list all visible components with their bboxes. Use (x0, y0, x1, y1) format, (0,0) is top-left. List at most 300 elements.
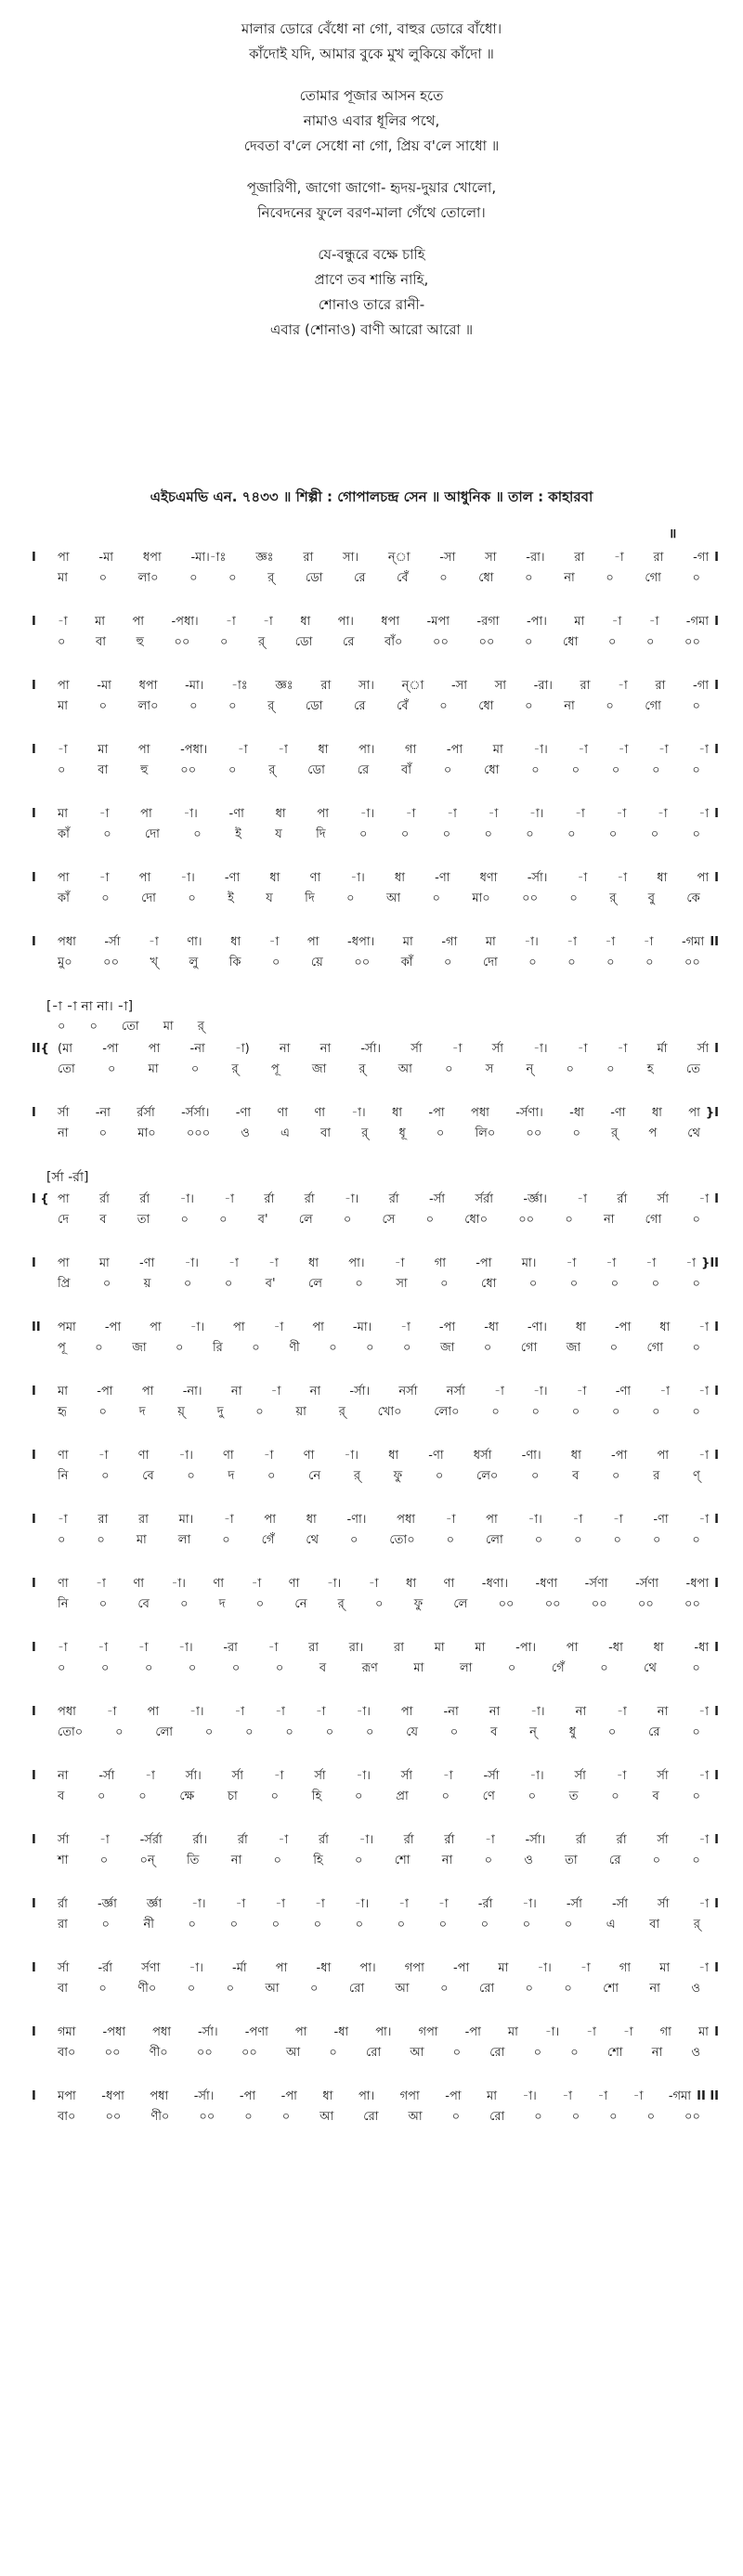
swara-note: -া (698, 1961, 709, 1975)
swara-note: র্সা (58, 1833, 70, 1847)
swara-note: -া (645, 1256, 657, 1270)
lyric-syllables (58, 1274, 719, 1295)
lyric-syllable: ০ (692, 1854, 700, 1867)
lyric-syllable: বেঁ (397, 699, 409, 713)
bar-start: I (32, 2025, 36, 2039)
lyric-syllable: হ (646, 1062, 654, 1076)
swara-note: -র্সা। (360, 1042, 382, 1056)
swara-note: -া (567, 935, 577, 949)
lyric-syllable: ০ (138, 1789, 147, 1803)
lyric-syllable: ০ (600, 1661, 608, 1675)
swara-note: গমা (58, 2025, 76, 2039)
swara-note: -রা (223, 1641, 238, 1655)
swara-note: -া (226, 615, 236, 629)
swara-note: র্সা (657, 1833, 669, 1847)
swara-note: -া (275, 1705, 285, 1719)
lyric-syllable: ০০ (105, 2110, 122, 2124)
lyric-line: নামাও এবার ধূলির পথে, (303, 112, 440, 129)
swara-note: পা। (358, 743, 375, 757)
swara-note: -া (580, 1961, 591, 1975)
lyric-syllable: ০ (525, 571, 533, 585)
notation-system (32, 1446, 719, 1487)
swara-note: -া (445, 1513, 456, 1527)
lyric-syllable: ০ (222, 1533, 230, 1547)
swara-note: ধা (306, 1513, 317, 1527)
swara-note: -া (606, 1256, 617, 1270)
swara-note: র্রা (139, 1192, 150, 1206)
lyric-syllable: ০ (101, 1469, 110, 1483)
lyric-syllable: না (564, 699, 575, 713)
lyric-syllable: ০ (452, 2046, 462, 2060)
lyric-syllable: ও (524, 1854, 533, 1867)
lyric-syllable: ০ (692, 1213, 700, 1227)
swara-note: -পা (97, 1385, 113, 1399)
lyric-syllable: ০ (397, 1918, 406, 1932)
lyric-syllable: লো (486, 1533, 503, 1547)
row-spacer (32, 2043, 58, 2063)
swara-note: -র্সা (104, 935, 121, 949)
swara-note: -া। (533, 1385, 548, 1399)
swara-note: -া (578, 743, 589, 757)
swara-note: -া। (524, 935, 539, 949)
lyric-syllable: ০ (189, 699, 198, 713)
lyric-syllable: র্‌ (258, 635, 266, 649)
lyric-syllable: ০ (567, 827, 576, 841)
lyric-syllable: ০ (115, 1725, 124, 1739)
lyric-line: এবার (শোনাও) বাণী আরো আরো ॥ (269, 321, 474, 338)
bar-end: I (714, 743, 719, 757)
lyric-syllable: ০ (613, 1533, 621, 1547)
swara-note: ণা (277, 1106, 289, 1120)
lyric-syllable: থে (687, 1126, 700, 1140)
swara-note: -া) (234, 1042, 250, 1056)
swara-row (32, 740, 719, 761)
lyric-syllable: ০০ (104, 2046, 121, 2060)
lyric-syllable-row (32, 632, 719, 653)
swara-note: -া (145, 1769, 155, 1783)
swara-row (32, 1318, 719, 1338)
swara-note: গপা (404, 1961, 424, 1975)
bar-start: I (32, 871, 36, 885)
swara-note: -া (278, 743, 288, 757)
notation-system (32, 1167, 719, 1188)
lyric-stanza (0, 17, 743, 67)
swara-note: -গা (441, 935, 458, 949)
lyric-syllable: ডো (305, 699, 323, 713)
lyric-syllable: সা (396, 1277, 408, 1291)
swara-note: পা (132, 615, 145, 629)
lyric-syllable: ০ (285, 1725, 293, 1739)
bar-end: II (710, 935, 719, 949)
lyric-syllable: লা০ (137, 699, 159, 713)
lyric-syllable: দো (145, 827, 160, 841)
lyric-syllable: মা০ (472, 891, 490, 905)
lyric-syllable: ০ (484, 1854, 493, 1867)
swara-note: -ধা (694, 1641, 710, 1655)
lyric-syllable: ০ (103, 827, 111, 841)
swara-note: গপা (418, 2025, 438, 2039)
swara-note: -ণা। (346, 1513, 367, 1527)
lyric-syllable: ০ (484, 827, 492, 841)
swara-note: -া। (529, 807, 544, 821)
bar-end: I (714, 1192, 719, 1206)
bar-end: II II (697, 2089, 719, 2103)
notation-score (32, 548, 719, 2151)
swara-note: পা (312, 1321, 324, 1334)
lyric-syllable: নী (143, 1918, 154, 1932)
lyric-syllable: শো (394, 1854, 411, 1867)
bar-start: I (32, 551, 36, 565)
swara-note: -া (106, 1705, 117, 1719)
lyric-syllable: ০ন্‌ (139, 1854, 155, 1867)
swara-note: না (319, 1042, 332, 1056)
lyric-syllable: রো (478, 1982, 495, 1996)
swara-note: পা (147, 1705, 160, 1719)
bar-start: I (32, 743, 36, 757)
lyric-syllable: লা (177, 1533, 191, 1547)
lyric-syllable: ০ (445, 1062, 453, 1076)
swara-note: -া (224, 1192, 235, 1206)
lyric-syllable: বা (320, 1126, 332, 1140)
lyric-syllables (58, 2043, 719, 2063)
lyric-syllables (58, 1915, 719, 1935)
lyric-syllables (58, 632, 719, 653)
lyric-syllable: ০ (446, 1533, 455, 1547)
swara-notes (58, 868, 709, 889)
lyric-syllable: ০০ (591, 1597, 607, 1611)
swara-note: -া (613, 551, 624, 565)
lyric-syllable: ০ (267, 1469, 276, 1483)
swara-note: গা (659, 2025, 671, 2039)
swara-note: -া (586, 2025, 596, 2039)
swara-note: ধা (406, 1577, 417, 1591)
swara-note: -া (577, 871, 588, 885)
lyric-stanza (0, 84, 743, 159)
swara-note: -া (438, 1897, 449, 1911)
swara-note: না (575, 1705, 587, 1719)
bar-end: I (714, 615, 719, 629)
swara-note: -রগা (476, 615, 500, 629)
lyric-syllable: ০০ (684, 956, 700, 969)
swara-note: মা (574, 615, 585, 629)
lyric-syllable: বু (647, 891, 656, 905)
swara-note: -া (224, 1513, 234, 1527)
swara-note: র্রা (616, 1833, 627, 1847)
lyric-syllable: রে (354, 699, 366, 713)
swara-note: -া (447, 807, 457, 821)
swara-note: গপা (399, 2089, 420, 2103)
swara-note: ণা (223, 1449, 234, 1463)
swara-note: -া (622, 2025, 633, 2039)
swara-note: -পা (280, 2089, 297, 2103)
swara-note: -া। (183, 807, 198, 821)
swara-note: -গা (693, 679, 709, 693)
lyric-syllable: ০ (58, 1020, 66, 1034)
lyric-syllable: গো (645, 1213, 662, 1227)
swara-note: -া। (178, 1449, 193, 1463)
lyric-syllable-row (32, 1210, 719, 1230)
notation-system (32, 612, 719, 653)
lyric-syllable: ০০০ (186, 1126, 211, 1140)
lyric-syllable: মা (58, 571, 68, 585)
swara-note: -া। (522, 2089, 537, 2103)
swara-note: পা। (337, 615, 354, 629)
lyric-syllable: রো (363, 2110, 379, 2124)
swara-note: -া (237, 743, 248, 757)
swara-note: সা (485, 551, 497, 565)
swara-note: ধণা (479, 871, 498, 885)
swara-note: -া (597, 2089, 608, 2103)
swara-note: ণা (314, 1106, 325, 1120)
swara-note: -া। (351, 1106, 366, 1120)
lyric-syllable: ০০ (526, 1126, 542, 1140)
notation-system (32, 1574, 719, 1615)
swara-note: -পা (446, 743, 463, 757)
swara-note: -পা (438, 1321, 456, 1334)
lyric-syllable-row (32, 761, 719, 781)
notation-system (32, 1382, 719, 1423)
lyric-syllable: না (58, 1126, 69, 1140)
lyric-syllable: ০ (58, 1533, 66, 1547)
lyric-stanza (0, 176, 743, 226)
bar-end: I (714, 1961, 719, 1975)
lyric-syllable: রি (212, 1341, 223, 1355)
swara-note: -া (368, 1577, 379, 1591)
swara-note: -না (443, 1705, 459, 1719)
lyric-syllable: ০০ (478, 635, 495, 649)
lyric-syllable: ফু (413, 1597, 424, 1611)
swara-note: র্সা (574, 1769, 586, 1783)
swara-note: -া (494, 1385, 504, 1399)
swara-note: -া (267, 1641, 279, 1655)
lyric-syllable: কি (228, 956, 241, 969)
lyric-syllable: ০ (652, 1533, 661, 1547)
lyric-syllables (58, 825, 719, 845)
swara-note: -া। (189, 1705, 204, 1719)
swara-note: -া (698, 1705, 709, 1719)
swara-note: পা (58, 551, 70, 565)
swara-note: ধা (659, 1321, 671, 1334)
lyric-syllable: দো (141, 891, 156, 905)
lyric-syllable: নে (294, 1597, 307, 1611)
lyric-syllable: রো (489, 2110, 505, 2124)
lyric-syllable: ০ (528, 1277, 538, 1291)
swara-notes (58, 1894, 709, 1915)
lyric-syllable: ০ (228, 699, 237, 713)
swara-note: -া (451, 1042, 463, 1056)
swara-note: -া (698, 1449, 709, 1463)
swara-note: -া (149, 935, 159, 949)
swara-note: পা (566, 1641, 579, 1655)
lyric-syllable: ব (572, 1469, 580, 1483)
swara-note: -রা। (526, 551, 545, 565)
lyric-syllable: ০ (491, 1405, 500, 1419)
swara-note: -া (685, 1256, 697, 1270)
swara-notes (58, 740, 709, 761)
swara-note: -া (263, 615, 273, 629)
lyric-syllable-row (32, 2107, 719, 2127)
swara-note: -ণা (653, 1513, 669, 1527)
lyric-syllable: ০ (692, 699, 700, 713)
lyric-syllable: ০ (98, 1126, 108, 1140)
lyric-syllable: থে (306, 1533, 319, 1547)
lyric-syllable: ০ (692, 1277, 700, 1291)
swara-note: -া। (356, 1769, 371, 1783)
notation-system (32, 1958, 719, 1999)
swara-notes (58, 1318, 709, 1338)
lyric-syllable: ধো (563, 635, 579, 649)
lyric-syllable: শো (606, 2046, 623, 2060)
lyric-syllable: ধো (481, 1277, 497, 1291)
swara-note: সা। (358, 679, 374, 693)
swara-note: মা (98, 1256, 110, 1270)
lyric-syllable: জা (439, 1341, 455, 1355)
lyric-syllable: ০ (425, 1213, 435, 1227)
swara-note: -া (98, 807, 110, 821)
swara-note: র্রা (58, 1897, 68, 1911)
swara-note: -া (575, 807, 585, 821)
swara-note: -পণা (244, 2025, 268, 2039)
lyric-syllable: না (651, 2046, 663, 2060)
swara-note: -ধা (608, 1641, 623, 1655)
lyric-syllable: ০ (652, 1854, 661, 1867)
bracket-notes: [র্সা -র্রা] (46, 1170, 89, 1185)
swara-note: -া (268, 935, 280, 949)
lyric-syllable: ০ (228, 763, 237, 777)
lyric-syllable: কাঁ (400, 956, 413, 969)
notation-system (32, 1766, 719, 1807)
swara-note: -ণা (235, 1106, 252, 1120)
row-spacer (32, 696, 58, 717)
swara-row (32, 932, 719, 953)
swara-note: -ণা (615, 1385, 632, 1399)
lyric-syllable: হু (140, 763, 149, 777)
swara-note: র্রা (98, 1192, 110, 1206)
double-bar-mark: ॥ (669, 527, 677, 541)
lyric-syllable: ০ (574, 1533, 582, 1547)
row-spacer (32, 1466, 58, 1487)
notation-system (32, 1702, 719, 1743)
swara-row (32, 2087, 719, 2107)
lyric-syllable: কে (686, 891, 700, 905)
lyric-syllable: র্‌ (609, 891, 617, 905)
swara-note: মা (95, 615, 106, 629)
lyric-syllable: বা০ (58, 2110, 76, 2124)
swara-note: ণা (288, 1577, 300, 1591)
row-spacer (32, 1124, 58, 1144)
swara-note: ধা (653, 1641, 664, 1655)
swara-note: -া (98, 1641, 109, 1655)
lyric-syllable: ০ (525, 635, 533, 649)
swara-note: মা (697, 2025, 709, 2039)
lyric-syllable: ০ (310, 1982, 319, 1996)
bar-start: I (32, 2089, 36, 2103)
swara-notes (58, 676, 709, 696)
lyric-syllable: বা (98, 763, 109, 777)
lyric-syllable: ০ (58, 763, 66, 777)
lyric-syllable: ০ (570, 2046, 579, 2060)
swara-note: -া (58, 1641, 68, 1655)
swara-notes (58, 2023, 709, 2043)
lyric-syllable: ০ (606, 571, 614, 585)
lyric-syllables (58, 1659, 719, 1679)
swara-note: র্সর্রা (475, 1192, 493, 1206)
lyric-syllable: ০ (534, 1533, 543, 1547)
lyric-syllable: ০ (440, 1982, 449, 1996)
lyric-syllable: গো (645, 571, 661, 585)
lyric-syllable: ০ (611, 763, 620, 777)
swara-note: পমা (58, 1321, 76, 1334)
lyric-syllable: হু (136, 635, 144, 649)
swara-note: -পধা (102, 2025, 126, 2039)
swara-note: র্সা (491, 1042, 504, 1056)
lyric-syllable: আ (265, 1982, 280, 1996)
swara-note: -া। (178, 1641, 193, 1655)
swara-note: -ণা। (521, 1449, 541, 1463)
lyric-syllable: ০ (692, 1725, 700, 1739)
swara-note: -র্সণা (584, 1577, 608, 1591)
song-lyrics (0, 17, 743, 359)
lyric-syllable: তো০ (389, 1533, 415, 1547)
row-spacer (32, 2107, 58, 2127)
swara-note: ধা (575, 1321, 586, 1334)
swara-note: সা (494, 679, 506, 693)
bar-end: I (714, 1513, 719, 1527)
lyric-syllable: ০ (101, 891, 110, 905)
lyric-syllable: না (603, 1213, 615, 1227)
lyric-syllable: বা (649, 1918, 660, 1932)
swara-note: -া (485, 1833, 495, 1847)
swara-note: পা। (359, 1961, 376, 1975)
lyric-syllable: ০ (611, 1789, 619, 1803)
swara-note: মা (498, 1961, 509, 1975)
lyric-syllable: দ (218, 1597, 226, 1611)
swara-note: র্সা (411, 1042, 423, 1056)
lyric-line: তোমার পূজার আসন হতে (299, 87, 444, 104)
lyric-syllable: ০ (531, 1405, 540, 1419)
swara-note: -গমা (668, 2089, 692, 2103)
lyric-syllable: কাঁ (58, 827, 70, 841)
swara-note: -ধপা। (347, 935, 375, 949)
lyric-syllable: লু (189, 956, 199, 969)
lyric-syllable: ০ (273, 1854, 281, 1867)
swara-note: -সা (439, 551, 456, 565)
lyric-line: নিবেদনের ফুলে বরণ-মালা গেঁথে তোলো। (257, 204, 486, 221)
lyric-syllable: বে (142, 1469, 154, 1483)
lyric-syllable: রো (365, 2046, 382, 2060)
lyric-syllable: আ (410, 2046, 424, 2060)
swara-note: -া। (530, 1705, 545, 1719)
lyric-syllables (58, 1124, 719, 1144)
swara-note: -র্সা। (525, 1833, 546, 1847)
lyric-syllable: ০ (255, 1597, 265, 1611)
lyric-syllables (58, 1060, 719, 1080)
swara-note: -র্সর্সা। (181, 1106, 210, 1120)
lyric-syllable: র্‌ (693, 1918, 700, 1932)
swara-note: -র্সা। (197, 2025, 218, 2039)
swara-note: র্রা (617, 1192, 628, 1206)
swara-note: -া। (522, 1897, 537, 1911)
swara-note: -র্রা (98, 1961, 113, 1975)
lyric-syllable: ০ (271, 1918, 280, 1932)
lyric-syllable: ০ (313, 1918, 322, 1932)
swara-note: পা। (358, 2089, 375, 2103)
swara-row (32, 1766, 719, 1787)
lyric-syllable: ০ (692, 827, 700, 841)
swara-note: -া (98, 871, 110, 885)
lyric-syllable: দি (316, 827, 326, 841)
lyric-syllable-row (32, 1402, 719, 1423)
